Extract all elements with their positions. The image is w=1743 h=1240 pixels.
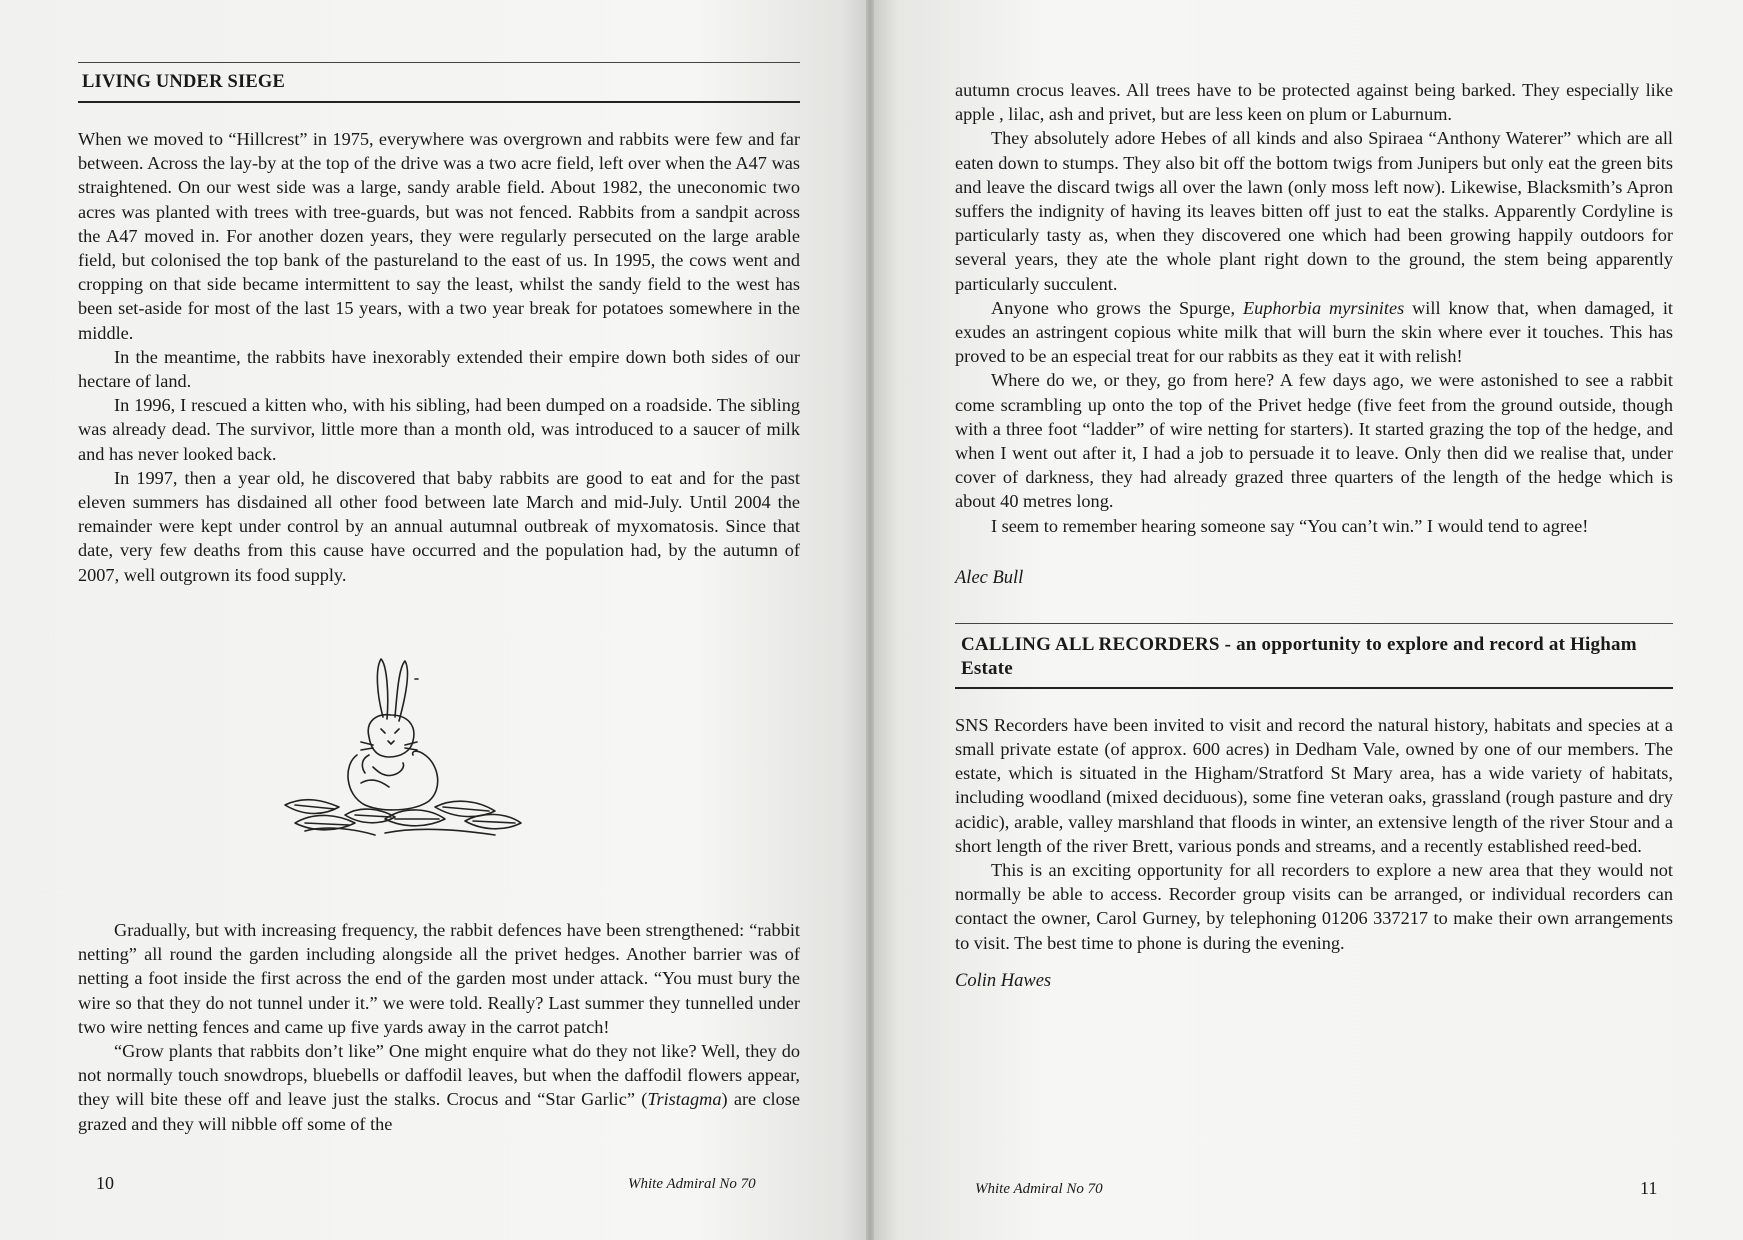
- text-run: will know that, when damaged, it exudes an astringent copious white milk that will burn the skin where ever it touches. This has proved to be an especial treat for our rabbits as they eat it with relish!: [955, 297, 1673, 367]
- paragraph: When we moved to “Hillcrest” in 1975, everywhere was overgrown and rabbits were few and far between. Across the lay-by at the top of the drive was a two acre field, left over when the A47 was straightened. On our west side was a large, sandy arable field. About 1982, the uneconomic two acres was planted with trees with tree-guards, but was not fenced. Rabbits from a sandpit across the A47 moved in. For another dozen years, they were regularly persecuted on the large arable field, but colonised the top bank of the pastureland to the east of us. In 1995, the cows went and cropping on that side became intermittent to say the least, whilst the sandy field to the west has been set-aside for most of the last 15 years, with a two year break for potatoes somewhere in the middle.: [78, 129, 800, 343]
- footer-publication-title-right: White Admiral No 70: [975, 1181, 1103, 1197]
- footer-publication-title-left: White Admiral No 70: [628, 1176, 756, 1192]
- paragraph: In 1996, I rescued a kitten who, with his sibling, had been dumped on a roadside. The sibling was already dead. The survivor, little more than a month old, was introduced to a saucer of milk and has never looked back.: [78, 395, 800, 464]
- right-column: [955, 78, 1673, 992]
- article-body-bottom: [78, 918, 800, 1136]
- book-gutter: [866, 0, 874, 1240]
- text-run: Anyone who grows the Spurge,: [991, 297, 1243, 318]
- left-column: [78, 62, 800, 587]
- italic-plant-name: Euphorbia myrsinites: [1242, 297, 1405, 318]
- paragraph: Gradually, but with increasing frequency, the rabbit defences have been strengthened: “rabbit netting” all round the garden including alongside all the privet hedges. Another barrier was of netting a foot inside the first across the end of the garden most under attack. “You must bury the wire so that they do not tunnel under it.” we were told. Really? Last summer they tunnelled under two wire netting fences and came up five yards away in the carrot patch!: [78, 920, 800, 1037]
- page-number-right: 11: [1640, 1178, 1658, 1198]
- section-title-living-under-siege: LIVING UNDER SIEGE: [82, 72, 286, 92]
- article-continuation: [955, 78, 1673, 538]
- author-signature: Colin Hawes: [955, 970, 1052, 991]
- paragraph: This is an exciting opportunity for all recorders to explore a new area that they would not normally be able to access. Recorder group visits can be arranged, or individual recorders can contact the owner, Carol Gurney, by telephoning 01206 337217 to make their own arrangements to visit. The best time to phone is during the evening.: [955, 860, 1673, 953]
- left-column-bottom: [78, 918, 800, 1136]
- paragraph: autumn crocus leaves. All trees have to be protected against being barked. They especially like apple , lilac, ash and privet, but are less keen on plum or Laburnum.: [955, 80, 1673, 125]
- text-run: “Grow plants that rabbits don’t like” One might enquire what do they not like? Well, they do not normally touch snowdrops, bluebells or daffodil leaves, but when the daffodil flowers appear, they will bite these off and leave just the stalks. Crocus and “Star Garlic” (: [78, 1041, 800, 1110]
- section-bottom-rule: [955, 687, 1673, 689]
- paragraph: [78, 1039, 800, 1136]
- paragraph: They absolutely adore Hebes of all kinds and also Spiraea “Anthony Waterer” which are all eaten down to stumps. They also bit off the bottom twigs from Junipers but only eat the green bits and leave the discard twigs all over the lawn (only moss left now). Likewise, Blacksmith’s Apron suffers the indignity of having its leaves bitten off just to eat the stalks. Apparently Cordyline is particularly tasty as, when they discovered one which had been growing happily outdoors for several years, they ate the whole plant right down to the ground, the stem being apparently particularly succulent.: [955, 128, 1673, 294]
- paragraph: SNS Recorders have been invited to visit and record the natural history, habitats and species at a small private estate (of approx. 600 acres) in Dedham Vale, owned by one of our members. The estate, which is situated in the Higham/Stratford St Mary area, has a wide variety of habitats, including woodland (mixed deciduous), some fine veteran oaks, grassland (rough pasture and dry acidic), arable, valley marshland that floods in winter, an extensive length of the river Stour and a short length of the river Brett, various ponds and streams, and a recently established reed-bed.: [955, 714, 1673, 856]
- paragraph: In the meantime, the rabbits have inexorably extended their empire down both sides of our hectare of land.: [78, 346, 800, 392]
- recorders-body: [955, 713, 1673, 955]
- paragraph: I seem to remember hearing someone say “You can’t win.” I would tend to agree!: [991, 515, 1589, 536]
- paragraph: [955, 296, 1673, 369]
- article-body-top: [78, 127, 800, 587]
- page-number-left: 10: [96, 1173, 114, 1193]
- text-run: ) are close grazed and they will nibble off some of the: [78, 1089, 801, 1134]
- paragraph: In 1997, then a year old, he discovered that baby rabbits are good to eat and for the past eleven summers has disdained all other food between late March and mid-July. Until 2004 the remainder were kept under control by an annual autumnal outbreak of myxomatosis. Since that date, very few deaths from this cause have occurred and the population had, by the autumn of 2007, well outgrown its food supply.: [78, 467, 800, 585]
- section-title-calling-all-recorders: CALLING ALL RECORDERS - an opportunity to explore and record at Higham Estate: [961, 633, 1637, 679]
- section-bottom-rule: [78, 101, 800, 103]
- paragraph: Where do we, or they, go from here? A few days ago, we were astonished to see a rabbit come scrambling up onto the top of the Privet hedge (five feet from the ground outside, though with a three foot “ladder” of wire netting for starters). It started grazing the top of the hedge, and when I went out after it, I had a job to persuade it to leave. Only then did we realise that, under cover of darkness, they had already grazed three quarters of the length of the hedge which is about 40 metres long.: [955, 370, 1673, 512]
- italic-plant-name: Tristagma: [647, 1089, 722, 1110]
- rabbit-eating-illustration: [265, 655, 535, 855]
- author-signature: Alec Bull: [955, 567, 1024, 588]
